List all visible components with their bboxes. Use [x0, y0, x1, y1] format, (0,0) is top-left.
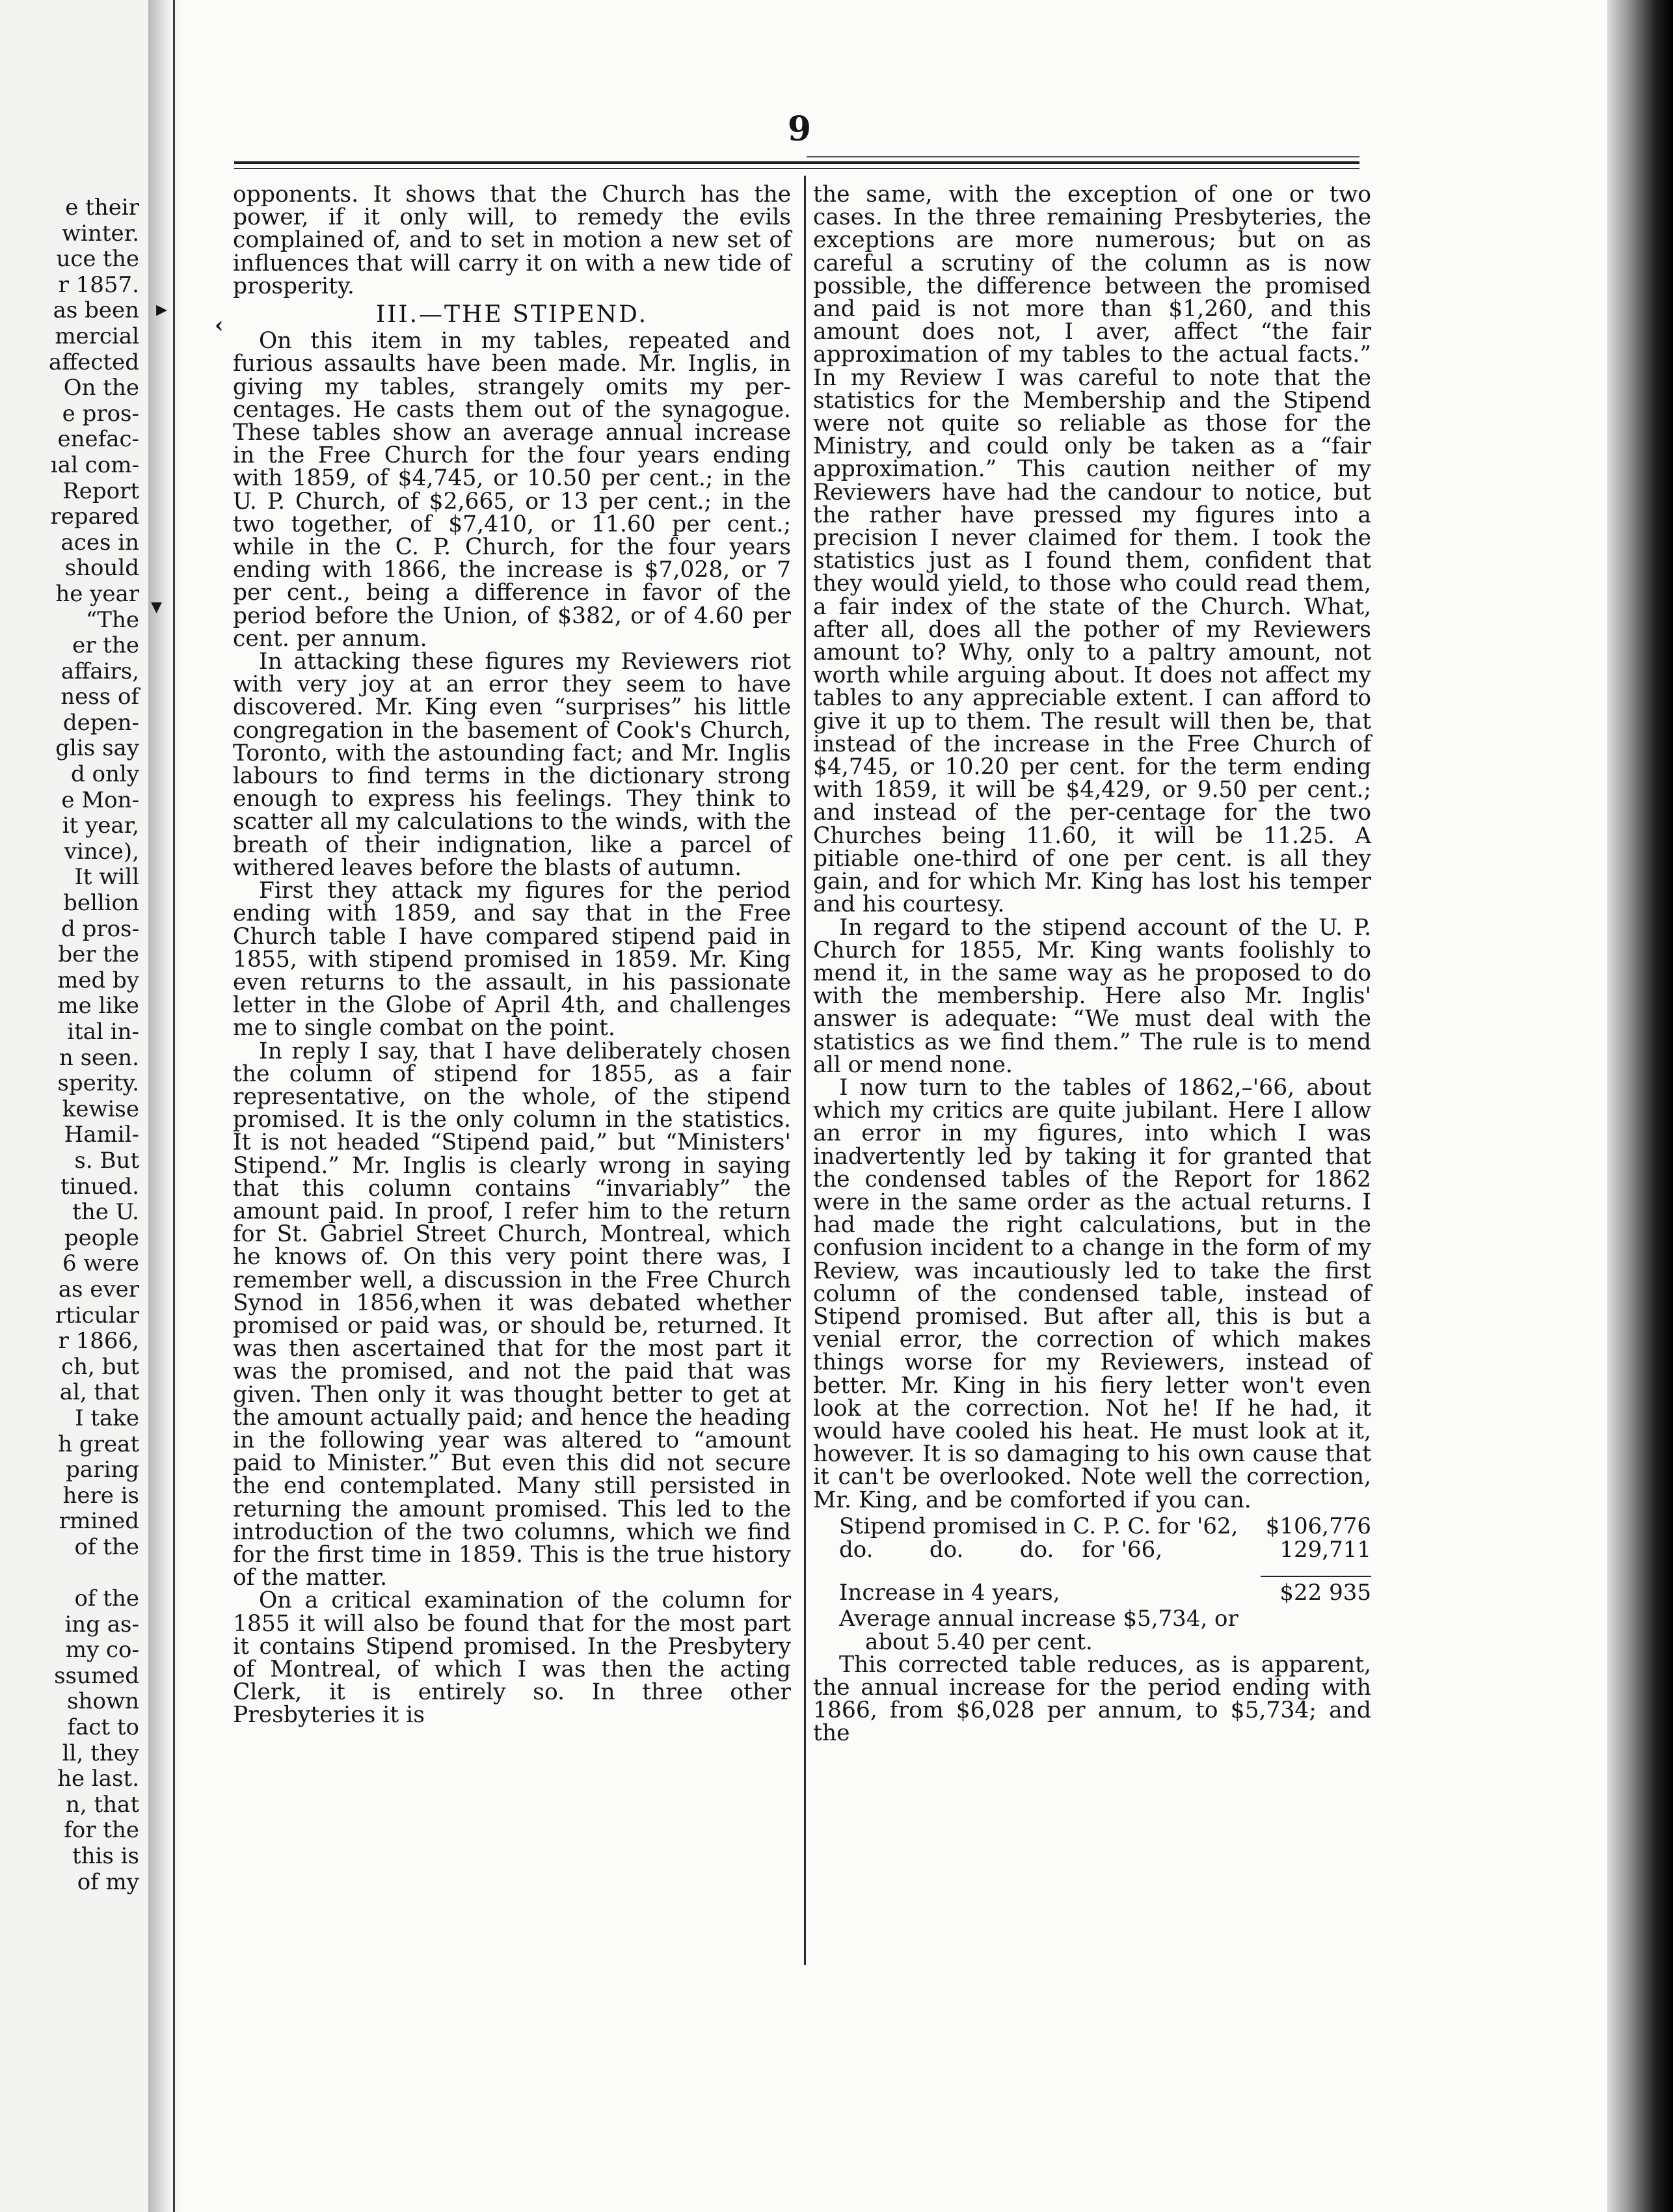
left-fragment-line: for the: [64, 1817, 139, 1844]
left-fragment-line: ll, they: [62, 1740, 139, 1766]
left-fragment-line: should: [64, 555, 139, 582]
left-fragment-line: fact to: [67, 1714, 139, 1741]
header-rule: [234, 161, 1359, 164]
left-fragment-line: e Mon-: [61, 787, 139, 813]
table-label: Increase in 4 years,: [839, 1579, 1060, 1606]
left-fragment-line: e pros-: [62, 400, 139, 427]
column-left: [233, 183, 791, 1727]
left-fragment-line: [0, 1560, 139, 1586]
left-fragment-line: ıal com-: [50, 452, 139, 478]
left-fragment-line: as ever: [58, 1276, 139, 1302]
left-fragment-line: Hamil-: [64, 1122, 139, 1148]
paragraph: On this item in my tables, repeated and furious assaults have been made. Mr. Inglis, in giving my tables, strangely omits my per-centages. He casts them out of the synagogue. These tables show an average annual increase in the Free Church for the four years ending with 1859, of $4,745, or 10.50 per cent.; in the U. P. Church, of $2,665, or 13 per cent.; in the two together, of $7,410, or 11.60 per cent.; while in the C. P. Church, for the four years ending with 1866, the increase is $7,028, or 7 per cent., being a difference in favor of the period before the Union, of $382, or of 4.60 per cent. per annum.: [233, 328, 791, 652]
left-page-text-fragments: [0, 195, 148, 1895]
left-fragment-line: this is: [72, 1843, 139, 1869]
left-fragment-line: sperity.: [57, 1070, 139, 1097]
left-fragment-line: h great: [58, 1431, 139, 1457]
left-fragment-line: r 1857.: [58, 271, 139, 298]
left-fragment-line: ital in-: [67, 1019, 139, 1045]
left-fragment-line: enefac-: [57, 426, 139, 453]
margin-mark: ▸: [156, 296, 168, 322]
left-fragment-line: 6 were: [62, 1250, 139, 1277]
left-fragment-line: mercial: [55, 323, 139, 349]
left-fragment-line: winter.: [62, 220, 139, 247]
left-fragment-line: ness of: [60, 684, 139, 710]
paragraph: the same, with the exception of one or two cases. In the three remaining Presbyteries, the exceptions are more numerous; but on as careful a scrutiny of the column as is now possible, the difference between the promised and paid is not more than $1,260, and this amount does not, I aver, affect “the fair approximation of my tables to the actual facts.” In my Review I was careful to note that the statistics for the Membership and the Stipend were not quite so reliable as those for the Ministry, and could only be taken as a “fair approximation.” This caution neither of my Reviewers have had the candour to notice, but the rather have pressed my figures into a precision I never claimed for them. I took the statistics just as I found them, confident that they would yield, to those who could read them, a fair index of the state of the Church. What, after all, does all the pother of my Reviewers amount to? Why, only to a paltry amount, not worth while arguing about. It does not affect my tables to any appreciable extent. I can afford to give it up to them. The result will then be, that instead of the increase in the Free Church of $4,745, or 10.20 per cent. for the term ending with 1859, it will be $4,429, or 9.50 per cent.; and instead of the per-centage for the two Churches being 11.60, it will be 11.25. A pitiable one-third of one per cent. is all they gain, and for which Mr. King has lost his temper and his courtesy.: [813, 182, 1371, 918]
column-divider: [804, 176, 806, 1965]
left-fragment-line: Report: [62, 478, 139, 504]
left-fragment-line: of the: [74, 1585, 139, 1612]
left-fragment-line: kewise: [62, 1096, 139, 1122]
average-line: about 5.40 per cent.: [865, 1628, 1093, 1655]
left-fragment-line: he last.: [57, 1766, 139, 1792]
left-fragment-line: I take: [75, 1405, 139, 1431]
left-fragment-line: aces in: [60, 529, 139, 556]
left-fragment-line: med by: [57, 967, 139, 993]
left-fragment-line: he year: [55, 580, 139, 607]
left-fragment-line: d only: [70, 761, 139, 788]
left-fragment-line: On the: [63, 375, 139, 401]
left-fragment-line: vince),: [64, 838, 139, 865]
left-fragment-line: rticular: [55, 1302, 139, 1329]
left-fragment-line: of my: [77, 1868, 139, 1895]
left-fragment-line: it year,: [62, 813, 139, 839]
table-row: [813, 1581, 1371, 1604]
paragraph-intro: opponents. It shows that the Church has the power, if it only will, to remedy the evils complained of, and to set in motion a new set of influences that will carry it on with a new tide of prosperity.: [233, 182, 791, 299]
sum-rule: [1261, 1576, 1371, 1577]
left-fragment-line: here is: [62, 1482, 139, 1509]
paragraph: In reply I say, that I have deliberately chosen the column of stipend for 1855, as a fair representative, on the whole, of the stipend promised. It is the only column in the statistics. It is not headed “Stipend paid,” but “Ministers' Stipend.” Mr. Inglis is clearly wrong in saying that this column contains “invariably” the amount paid. In proof, I refer him to the return for St. Gabriel Street Church, Montreal, which he knows of. On this very point there was, I remember well, a discussion in the Free Church Synod in 1856,when it was debated whether promised or paid was, or should be, returned. It was then ascertained that for the most part it was the promised, and not the paid that was given. Then only it was thought better to get at the amount actually paid; and hence the heading in the following year was altered to “amount paid to Minister.” But even this did not secure the end contemplated. Many still persisted in returning the amount promised. This led to the introduction of the two columns, which we find for the first time in 1859. This is the true history of the matter.: [233, 1038, 791, 1591]
left-fragment-line: ssumed: [54, 1662, 139, 1689]
margin-mark: ‹: [215, 312, 224, 338]
left-fragment-line: tinued.: [60, 1173, 139, 1200]
left-fragment-line: uce the: [56, 246, 139, 273]
paragraph: In attacking these figures my Reviewers riot with very joy at an error they seem to have discovered. Mr. King even “surprises” his little congregation in the basement of Cook's Church, Toronto, with the astounding fact; and Mr. Inglis labours to find terms in the dictionary strong enough to express his feelings. They think to scatter all my calculations to the winds, with the breath of their indignation, like a parcel of withered leaves before the blasts of autumn.: [233, 649, 791, 881]
table-row: [813, 1515, 1371, 1538]
stipend-table: [813, 1515, 1371, 1604]
average-line: Average annual increase $5,734, or: [839, 1605, 1238, 1632]
left-fragment-line: ch, but: [61, 1353, 139, 1380]
left-fragment-line: paring: [66, 1457, 139, 1483]
left-fragment-line: e their: [65, 195, 139, 221]
table-value: 129,711: [1279, 1536, 1371, 1563]
left-fragment-line: shown: [67, 1688, 139, 1715]
left-fragment-line: affairs,: [60, 658, 139, 684]
left-fragment-line: ber the: [58, 941, 139, 968]
left-fragment-line: people: [64, 1224, 139, 1251]
left-fragment-line: repared: [50, 504, 139, 530]
left-fragment-line: er the: [72, 632, 139, 659]
table-label: do. do. do. for '66,: [839, 1536, 1163, 1563]
left-fragment-line: “The: [85, 606, 139, 633]
paragraph: In regard to the stipend account of the U. P. Church for 1855, Mr. King wants foolishly to mend it, in the same way as he proposed to do with the membership. Here also Mr. Inglis' answer is adequate: “We must deal with the statistics as we find them.” The rule is to mend all or mend none.: [813, 914, 1371, 1078]
left-fragment-line: d pros-: [61, 915, 139, 942]
table-row: [813, 1538, 1371, 1561]
left-fragment-line: rmined: [59, 1508, 139, 1535]
table-value: $22 935: [1279, 1579, 1371, 1606]
left-fragment-line: n, that: [65, 1791, 139, 1818]
margin-mark: ▾: [151, 593, 163, 619]
left-page-edge: [0, 0, 150, 2212]
left-fragment-line: as been: [53, 297, 139, 324]
gutter-line: [173, 0, 175, 2212]
section-heading: III.—THE STIPEND.: [375, 301, 649, 329]
page-number: 9: [787, 109, 813, 149]
left-fragment-line: glis say: [55, 735, 139, 762]
left-fragment-line: of the: [74, 1533, 139, 1560]
left-fragment-line: me like: [57, 993, 139, 1019]
left-fragment-line: r 1866,: [58, 1328, 139, 1355]
left-fragment-line: depen-: [62, 709, 139, 736]
header-rule-thin: [234, 168, 1359, 169]
left-fragment-line: s. But: [74, 1147, 139, 1174]
left-fragment-line: It will: [74, 864, 139, 891]
paragraph: First they attack my figures for the period ending with 1859, and say that in the Free Church table I have compared stipend paid in 1855, with stipend promised in 1859. Mr. King even returns to the assault, in his passionate letter in the Globe of April 4th, and challenges me to single combat on the point.: [233, 878, 791, 1042]
paragraph: I now turn to the tables of 1862,–'66, about which my critics are quite jubilant. Here I allow an error in my figures, into which I was inadvertently led by taking it for granted that the condensed tables of the Report for 1862 were in the same order as the actual returns. I had made the right calculations, but in the confusion incident to a change in the form of my Review, was incautiously led to take the first column of the condensed table, instead of Stipend promised. But after all, this is but a venial error, the correction of which makes things worse for my Reviewers, instead of better. Mr. King in his fiery letter won't even look at the correction. Not he! If he had, it would have cooled his heat. He must look at it, however. It is so damaging to his own cause that it can't be overlooked. Note well the correction, Mr. King, and be comforted if you can.: [813, 1074, 1371, 1513]
left-fragment-line: al, that: [59, 1379, 139, 1406]
paragraph: On a critical examination of the column for 1855 it will also be found that for the most part it contains Stipend promised. In the Presbytery of Montreal, of which I was then the acting Clerk, it is entirely so. In three other Presbyteries it is: [233, 1587, 791, 1729]
table-value: $106,776: [1265, 1513, 1371, 1539]
right-page-edge: [1607, 0, 1673, 2212]
left-fragment-line: affected: [48, 349, 139, 375]
left-fragment-line: ing as-: [64, 1611, 139, 1638]
left-fragment-line: n seen.: [59, 1044, 139, 1071]
table-label: Stipend promised in C. P. C. for '62,: [839, 1513, 1238, 1539]
column-right: [813, 183, 1371, 1746]
header-rule-short: [807, 156, 1359, 157]
paragraph: This corrected table reduces, as is apparent, the annual increase for the period ending with 1866, from $6,028 per annum, to $5,734; and the: [813, 1651, 1371, 1747]
left-fragment-line: my co-: [65, 1637, 139, 1664]
left-fragment-line: the U.: [72, 1199, 139, 1226]
left-fragment-line: bellion: [63, 890, 139, 917]
